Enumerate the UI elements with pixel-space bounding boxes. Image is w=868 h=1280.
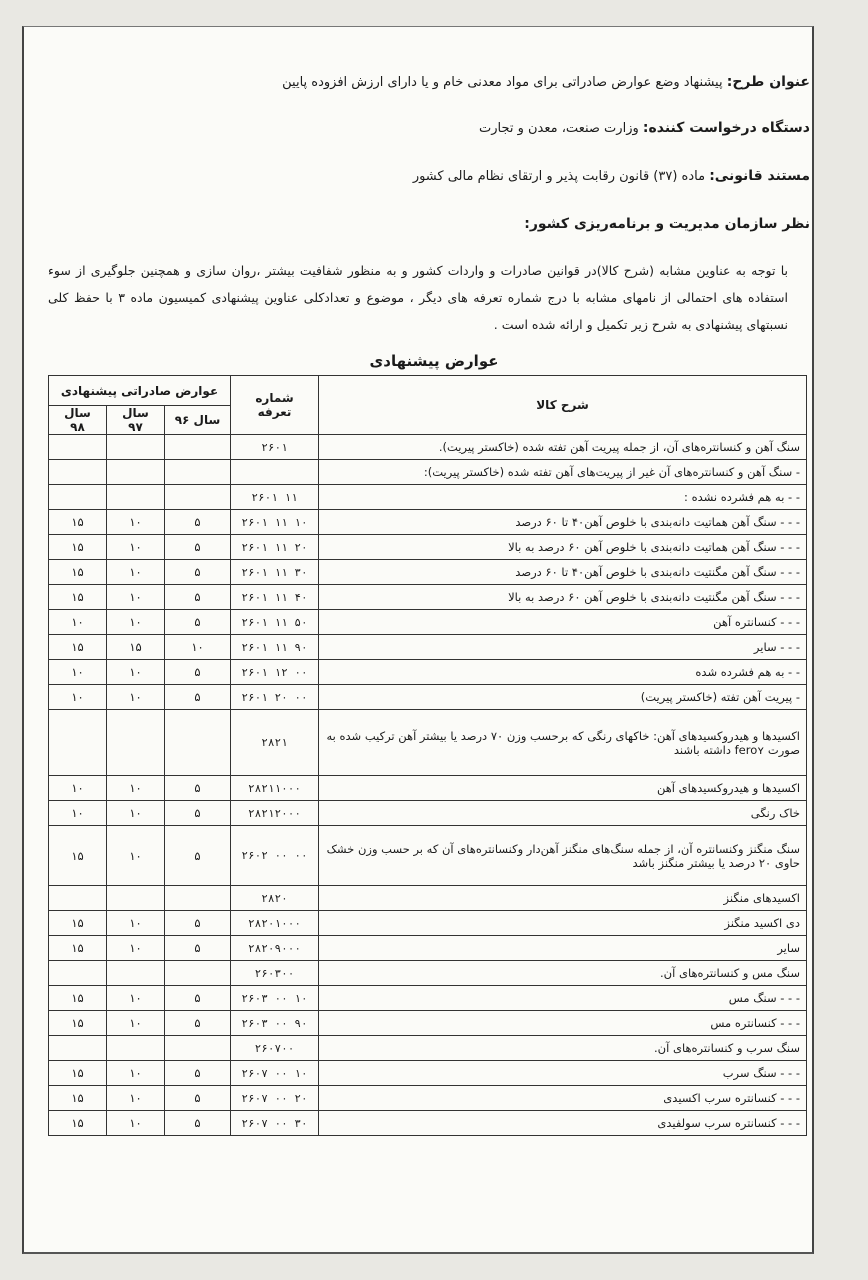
goods-description: سنگ سرب و کنسانتره‌های آن. [319, 1036, 807, 1061]
rate-96: ۵ [165, 585, 231, 610]
rate-98 [49, 886, 107, 911]
rate-98: ۱۵ [49, 585, 107, 610]
rate-98 [49, 710, 107, 776]
goods-description: سنگ آهن و کنسانتره‌های آن، از جمله پیریت آهن تفته شده (خاکستر پیریت). [319, 435, 807, 460]
goods-description: اکسیدها و هیدروکسیدهای آهن: خاکهای رنگی که برحسب وزن ۷۰ درصد یا بیشتر آهن ترکیب شده به صورت feroʏ داشته باشند [319, 710, 807, 776]
goods-description: سنگ مس و کنسانتره‌های آن. [319, 961, 807, 986]
rate-96: ۵ [165, 1111, 231, 1136]
goods-description: سایر [319, 936, 807, 961]
tariff-code: ۲۶۰۱ ۱۱ ۱۰ [231, 510, 319, 535]
rate-98: ۱۵ [49, 510, 107, 535]
rate-98: ۱۵ [49, 911, 107, 936]
tariff-code: ۲۶۰۲ ۰۰ ۰۰ [231, 826, 319, 886]
rate-96: ۵ [165, 776, 231, 801]
title-label: عنوان طرح: [726, 74, 810, 90]
rate-97: ۱۰ [107, 1086, 165, 1111]
tariff-code: ۲۶۰۱ [231, 435, 319, 460]
rate-96: ۵ [165, 610, 231, 635]
rate-97 [107, 710, 165, 776]
table-row [49, 986, 807, 1011]
tariff-code: ۲۸۲۱ [231, 710, 319, 776]
tariff-code: ۲۶۰۳ ۰۰ ۹۰ [231, 1011, 319, 1036]
table-row [49, 801, 807, 826]
rate-97: ۱۰ [107, 560, 165, 585]
project-title [282, 74, 810, 90]
table-row [49, 510, 807, 535]
rate-98: ۱۵ [49, 826, 107, 886]
tariff-code: ۲۸۲۱۲۰۰۰ [231, 801, 319, 826]
rate-97: ۱۰ [107, 911, 165, 936]
rate-97: ۱۰ [107, 585, 165, 610]
rate-98 [49, 435, 107, 460]
rate-96: ۵ [165, 1011, 231, 1036]
rate-96: ۵ [165, 685, 231, 710]
goods-description: - - - سایر [319, 635, 807, 660]
goods-description: دی اکسید منگنز [319, 911, 807, 936]
rate-98: ۱۰ [49, 801, 107, 826]
goods-description: خاک رنگی [319, 801, 807, 826]
rate-97: ۱۰ [107, 510, 165, 535]
table-row [49, 1061, 807, 1086]
tariff-code: ۲۸۲۰۱۰۰۰ [231, 911, 319, 936]
rate-96 [165, 961, 231, 986]
table-row [49, 776, 807, 801]
header-desc: شرح کالا [319, 376, 807, 435]
rate-97: ۱۰ [107, 801, 165, 826]
table-row [49, 961, 807, 986]
rate-98: ۱۰ [49, 776, 107, 801]
tariff-code: ۲۸۲۰۹۰۰۰ [231, 936, 319, 961]
goods-description: - - - کنسانتره سرب سولفیدی [319, 1111, 807, 1136]
rate-96: ۵ [165, 936, 231, 961]
goods-description: - - - سنگ آهن هماتیت دانه‌بندی با خلوص آهن۴۰ تا ۶۰ درصد [319, 510, 807, 535]
rate-98: ۱۰ [49, 610, 107, 635]
header-code: شماره تعرفه [231, 376, 319, 435]
requester-label: دستگاه درخواست کننده: [642, 120, 810, 136]
table-row [49, 560, 807, 585]
rate-98: ۱۵ [49, 1061, 107, 1086]
rate-96 [165, 460, 231, 485]
table-row [49, 485, 807, 510]
legal-basis [413, 168, 810, 184]
table-row [49, 826, 807, 886]
rate-97: ۱۰ [107, 1061, 165, 1086]
goods-description: - - - سنگ مس [319, 986, 807, 1011]
goods-description: - - - سنگ آهن مگنتیت دانه‌بندی با خلوص آهن ۶۰ درصد به بالا [319, 585, 807, 610]
rate-98: ۱۰ [49, 685, 107, 710]
rate-97: ۱۵ [107, 635, 165, 660]
tariff-code: ۲۶۰۷ ۰۰ ۱۰ [231, 1061, 319, 1086]
tariff-code: ۲۶۰۱ ۲۰ ۰۰ [231, 685, 319, 710]
tariff-code: ۲۶۰۷ ۰۰ ۳۰ [231, 1111, 319, 1136]
tariff-code: ۲۶۰۱ ۱۱ ۴۰ [231, 585, 319, 610]
table-row [49, 1036, 807, 1061]
tariff-code: ۲۶۰۷۰۰ [231, 1036, 319, 1061]
rate-98: ۱۰ [49, 660, 107, 685]
rate-97: ۱۰ [107, 610, 165, 635]
rate-96: ۵ [165, 826, 231, 886]
rate-96 [165, 886, 231, 911]
rate-97 [107, 1036, 165, 1061]
tariff-code: ۲۶۰۳۰۰ [231, 961, 319, 986]
legal-label: مستند قانونی: [709, 168, 810, 184]
rate-97: ۱۰ [107, 685, 165, 710]
rate-97: ۱۰ [107, 776, 165, 801]
rate-98: ۱۵ [49, 535, 107, 560]
header-y97: سال ۹۷ [107, 406, 165, 435]
rate-96: ۵ [165, 510, 231, 535]
rate-96: ۵ [165, 535, 231, 560]
tariff-code: ۲۶۰۱ ۱۲ ۰۰ [231, 660, 319, 685]
table-row [49, 1086, 807, 1111]
table-row [49, 460, 807, 485]
goods-description: - - - کنسانتره آهن [319, 610, 807, 635]
tariff-code: ۲۶۰۳ ۰۰ ۱۰ [231, 986, 319, 1011]
table-row [49, 1111, 807, 1136]
requester-value: وزارت صنعت، معدن و تجارت [478, 121, 639, 136]
tariff-code: ۲۶۰۱ ۱۱ ۹۰ [231, 635, 319, 660]
table-body [49, 435, 807, 1136]
opinion-heading-text: نظر سازمان مدیریت و برنامه‌ریزی کشور: [524, 216, 810, 232]
rate-96: ۵ [165, 560, 231, 585]
table-row [49, 585, 807, 610]
rate-96: ۵ [165, 1061, 231, 1086]
goods-description: - - - کنسانتره مس [319, 1011, 807, 1036]
table-row [49, 610, 807, 635]
rate-97: ۱۰ [107, 986, 165, 1011]
goods-description: - پیریت آهن تفته (خاکستر پیریت) [319, 685, 807, 710]
goods-description: - - به هم فشرده نشده : [319, 485, 807, 510]
rate-97: ۱۰ [107, 1111, 165, 1136]
rate-98: ۱۵ [49, 1011, 107, 1036]
tariff-code: ۲۶۰۱ ۱۱ ۳۰ [231, 560, 319, 585]
table-row [49, 1011, 807, 1036]
table-row [49, 936, 807, 961]
rate-97: ۱۰ [107, 1011, 165, 1036]
rate-96: ۵ [165, 1086, 231, 1111]
goods-description: اکسیدهای منگنز [319, 886, 807, 911]
rate-96 [165, 485, 231, 510]
table-row [49, 911, 807, 936]
title-value: پیشنهاد وضع عوارض صادراتی برای مواد معدنی خام و یا دارای ارزش افزوده پایین [282, 75, 723, 90]
rate-97: ۱۰ [107, 936, 165, 961]
goods-description: - - - سنگ آهن مگنتیت دانه‌بندی با خلوص آهن۴۰ تا ۶۰ درصد [319, 560, 807, 585]
table-row [49, 886, 807, 911]
tariff-code: ۲۸۲۱۱۰۰۰ [231, 776, 319, 801]
goods-description: - - - کنسانتره سرب اکسیدی [319, 1086, 807, 1111]
goods-description: - - - سنگ سرب [319, 1061, 807, 1086]
legal-value: ماده (۳۷) قانون رقابت پذیر و ارتقای نظام مالی کشور [412, 169, 706, 184]
rate-96: ۵ [165, 911, 231, 936]
requester [479, 120, 810, 136]
tariff-code: ۲۸۲۰ [231, 886, 319, 911]
rate-97 [107, 485, 165, 510]
tariff-code: ۲۶۰۱ ۱۱ [231, 485, 319, 510]
rate-96 [165, 435, 231, 460]
rate-97 [107, 435, 165, 460]
rate-97 [107, 886, 165, 911]
rate-98: ۱۵ [49, 1111, 107, 1136]
table-row [49, 685, 807, 710]
table-row [49, 710, 807, 776]
rate-98: ۱۵ [49, 986, 107, 1011]
tariff-code: ۲۶۰۷ ۰۰ ۲۰ [231, 1086, 319, 1111]
header-group: عوارض صادراتی پیشنهادی [49, 376, 231, 406]
rate-98: ۱۵ [49, 936, 107, 961]
goods-description: اکسیدها و هیدروکسیدهای آهن [319, 776, 807, 801]
rate-97 [107, 460, 165, 485]
tariff-code: ۲۶۰۱ ۱۱ ۲۰ [231, 535, 319, 560]
rate-96: ۵ [165, 801, 231, 826]
rate-98 [49, 485, 107, 510]
opinion-heading [524, 216, 810, 232]
rate-98 [49, 961, 107, 986]
rate-98 [49, 460, 107, 485]
rate-98: ۱۵ [49, 635, 107, 660]
header-y98: سال ۹۸ [49, 406, 107, 435]
rate-96: ۱۰ [165, 635, 231, 660]
rate-98: ۱۵ [49, 1086, 107, 1111]
table-row [49, 535, 807, 560]
goods-description: - - - سنگ آهن هماتیت دانه‌بندی با خلوص آهن ۶۰ درصد به بالا [319, 535, 807, 560]
goods-description: سنگ منگنز وکنسانتره آن، از جمله سنگ‌های منگنز آهن‌دار وکنسانتره‌های آن که بر حسب وزن خشک حاوی ۲۰ درصد یا بیشتر منگنز باشد [319, 826, 807, 886]
rate-98: ۱۵ [49, 560, 107, 585]
table-row [49, 660, 807, 685]
rate-96 [165, 1036, 231, 1061]
rate-97: ۱۰ [107, 660, 165, 685]
rate-96 [165, 710, 231, 776]
tariff-table [48, 375, 807, 1136]
rate-96: ۵ [165, 660, 231, 685]
goods-description: - سنگ آهن و کنسانتره‌های آن غیر از پیریت‌های آهن تفته شده (خاکستر پیریت): [319, 460, 807, 485]
header-y96: سال ۹۶ [165, 406, 231, 435]
rate-98 [49, 1036, 107, 1061]
goods-description: - - به هم فشرده شده [319, 660, 807, 685]
table-row [49, 635, 807, 660]
tariff-code: ۲۶۰۱ ۱۱ ۵۰ [231, 610, 319, 635]
rate-97: ۱۰ [107, 535, 165, 560]
table-title: عوارض پیشنهادی [369, 352, 499, 370]
rate-97: ۱۰ [107, 826, 165, 886]
rate-97 [107, 961, 165, 986]
rate-96: ۵ [165, 986, 231, 1011]
opinion-body: با توجه به عناوین مشابه (شرح کالا)در قوانین صادرات و واردات کشور و به منظور شفافیت بیشتر ،روان سازی و همچنین جلوگیری از سوء استفاده های احتمالی از نامهای مشابه با درج شماره تعرفه های دیگر ، موضوع و تعدادکلی عناوین پیشنهادی کمیسیون ماده ۳ با حفظ کلی نسبتهای پیشنهادی به شرح زیر تکمیل و ارائه شده است . [48, 263, 788, 332]
table-row [49, 435, 807, 460]
tariff-code [231, 460, 319, 485]
